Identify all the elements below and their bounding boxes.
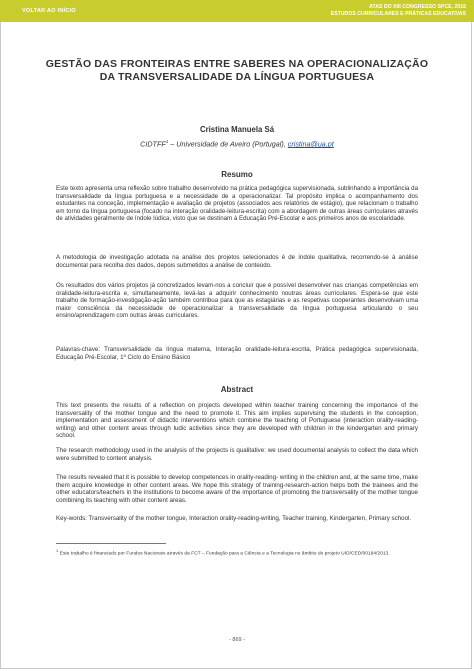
resumo-paragraph-3: Os resultados dos vários projetos já concretizados levam-nos a concluir que é possível desenvolver nas crianças competências em oralidade-leitura-escrita e, simultaneamente, levá-las a adquirir conhecimento noutras áreas curriculares. Espera-se que este trabalho de formação-investigação-ação também contribua para que as estagiárias e as respetivas cooperantes desenvolvam uma maior consciência da necessidade de operacionalizar a transversalidade da língua portuguesa articulando o seu ensino/aprendizagem com outras áreas curriculares. <box>56 282 418 320</box>
page-number: - 869 - <box>229 637 245 643</box>
resumo-paragraph-1: Este texto apresenta uma reflexão sobre trabalho desenvolvido na prática pedagógica supervisionada, sublinhando a importância da transversalidade da língua portuguesa e a necessidade de a operacionalizar. Tal propósito implica o acompanhamento dos estudantes na conceção, implementação e avaliação de projetos (associados aos relatórios de estágio), que relacionam o trabalho em torno da língua portuguesa (focado na interação oralidade-leitura-escrita) com a abordagem de outras áreas curriculares através de atividades geralmente de índole lúdica, visto que se destinam à Educação Pré-Escolar e aos primeiros anos de escolaridade. <box>56 185 418 223</box>
affiliation-unit: CIDTFF <box>140 139 166 149</box>
abstract-paragraph-3: The results revealed that it is possible to develop competences in orality-reading- writing in the children and, at the same time, make them acquire knowledge in other content areas. We hope this strategy of training-research-action helps both the trainees and the other educators/teachers in the institutions to become aware of the importance of promoting the transversality of the mother tongue combining its teaching with other content areas. <box>56 474 418 504</box>
footnote-mark: 1 <box>56 548 59 553</box>
author-affiliation <box>40 139 434 148</box>
footnote-ref-1[interactable]: 1 <box>165 139 169 144</box>
abstract-paragraph-2: The research methodology used in the analysis of the projects is qualitative: we used documental analysis to collect the data which were submitted to content analysis. <box>56 447 418 462</box>
header-band <box>0 0 474 22</box>
back-to-start-link[interactable]: VOLTAR AO INÍCIO <box>22 8 76 14</box>
paper-title: GESTÃO DAS FRONTEIRAS ENTRE SABERES NA OPERACIONALIZAÇÃO DA TRANSVERSALIDADE DA LÍNGUA PORTUGUESA <box>45 58 429 83</box>
congress-info <box>331 4 466 17</box>
affiliation-institution: – Universidade de Aveiro (Portugal), <box>168 139 288 149</box>
footnote <box>56 547 418 557</box>
footnote-divider <box>56 543 166 544</box>
abstract-paragraph-1: This text presents the results of a reflection on projects developed within teacher training concerning the importance of the transversality of the mother tongue and the need to promote it. This aim implies supervising the students in the conception, implementation and assessment of didactic interventions which combine the teaching of Portuguese (interaction orality-reading-writing) and other content areas through ludic activities since they are developed with children in the kindergarten and primary school. <box>56 402 418 439</box>
resumo-keywords: Palavras-chave: Transversalidade da língua materna, Interação oralidade-leitura-escrita, Prática pedagógica supervisionada, Educação Pré-Escolar, 1º Ciclo do Ensino Básico <box>56 346 418 361</box>
resumo-heading: Resumo <box>221 170 253 179</box>
author-name: Cristina Manuela Sá <box>199 125 275 134</box>
abstract-heading: Abstract <box>220 385 254 394</box>
footnote-text: Este trabalho é financiado por Fundos Nacionais através da FCT – Fundação para a Ciência e a Tecnologia no âmbito do projeto UID/CED/00194/2013. <box>58 550 390 556</box>
congress-title: ATAS DO XIII CONGRESSO SPCE, 2016 <box>369 4 466 10</box>
abstract-keywords: Key-words: Transversality of the mother tongue, Interaction orality-reading-writing, Teacher training, Kindergarten, Primary school. <box>56 515 412 522</box>
congress-subtitle: ESTUDOS CURRICULARES E PRÁTICAS EDUCATIVAS <box>330 10 466 17</box>
author-email-link[interactable]: cristina@ua.pt <box>287 139 334 149</box>
resumo-paragraph-2: A metodologia de investigação adotada na análise dos projetos selecionados é de índole qualitativa, recorrendo-se à análise documental para recolha dos dados, depois submetidos a análise de conteúdo. <box>56 254 418 269</box>
